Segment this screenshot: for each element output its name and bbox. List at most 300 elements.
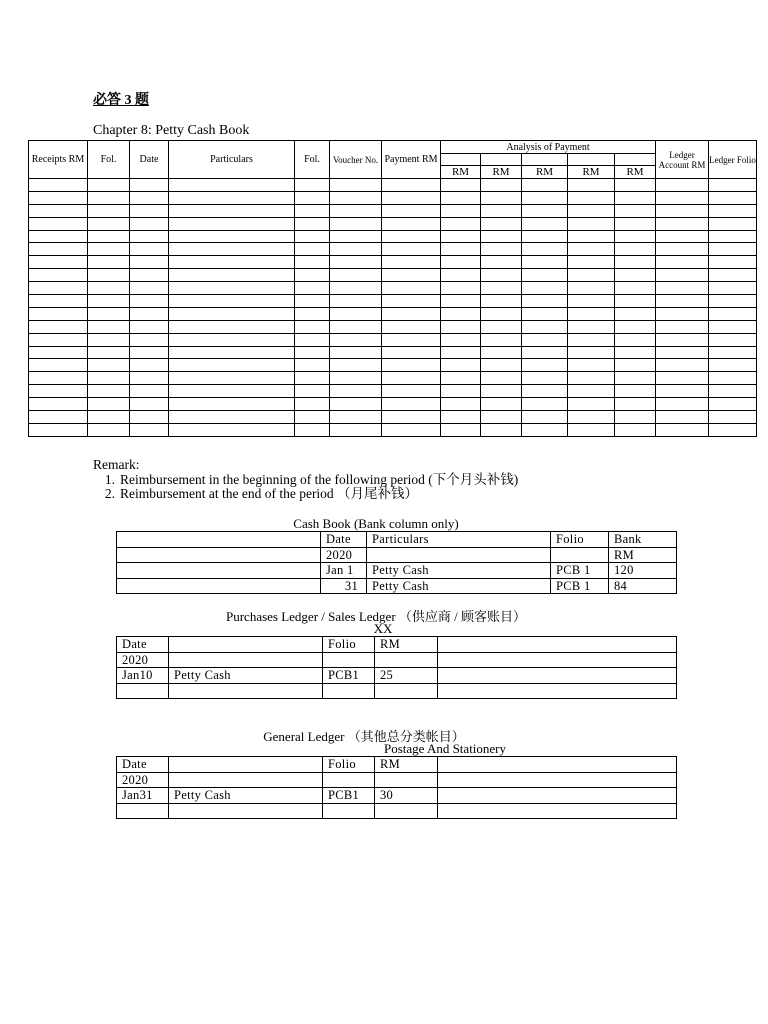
cash-book-header-date: Date <box>321 532 367 548</box>
petty-cash-cell <box>169 230 295 243</box>
petty-cash-cell <box>88 372 130 385</box>
petty-cash-cell <box>656 423 709 436</box>
cash-book-blank <box>117 578 321 594</box>
petty-cash-cell <box>481 282 522 295</box>
petty-cash-cell <box>130 217 169 230</box>
petty-cash-cell <box>481 411 522 424</box>
general-blank <box>169 757 323 773</box>
petty-cash-cell <box>522 295 568 308</box>
petty-cash-cell <box>441 385 481 398</box>
petty-cash-cell <box>522 179 568 192</box>
petty-cash-cell <box>522 398 568 411</box>
purchases-blank <box>169 637 323 653</box>
petty-cash-cell <box>522 191 568 204</box>
petty-cash-cell <box>441 282 481 295</box>
petty-cash-cell <box>29 204 88 217</box>
petty-cash-cell <box>330 256 382 269</box>
petty-cash-cell <box>709 256 757 269</box>
petty-cash-cell <box>330 204 382 217</box>
petty-cash-cell <box>330 243 382 256</box>
petty-cash-cell <box>709 320 757 333</box>
header-voucher: Voucher No. <box>330 141 382 179</box>
petty-cash-row <box>29 256 757 269</box>
petty-cash-cell <box>88 398 130 411</box>
petty-cash-cell <box>709 411 757 424</box>
petty-cash-cell <box>441 411 481 424</box>
chapter-title: Chapter 8: Petty Cash Book <box>93 123 250 138</box>
petty-cash-cell <box>481 346 522 359</box>
petty-cash-cell <box>441 179 481 192</box>
petty-cash-cell <box>330 230 382 243</box>
petty-cash-cell <box>709 385 757 398</box>
petty-cash-row <box>29 230 757 243</box>
header-fol-2: Fol. <box>295 141 330 179</box>
petty-cash-row <box>29 346 757 359</box>
purchases-header-folio: Folio <box>323 637 375 653</box>
petty-cash-cell <box>130 423 169 436</box>
petty-cash-cell <box>522 346 568 359</box>
general-blank <box>438 772 677 788</box>
petty-cash-cell <box>441 359 481 372</box>
petty-cash-cell <box>568 204 615 217</box>
petty-cash-cell <box>709 295 757 308</box>
petty-cash-cell <box>481 191 522 204</box>
petty-cash-cell <box>481 204 522 217</box>
petty-cash-cell <box>130 411 169 424</box>
petty-cash-cell <box>88 320 130 333</box>
petty-cash-cell <box>130 269 169 282</box>
petty-cash-cell <box>615 269 656 282</box>
cash-book-header-folio: Folio <box>551 532 609 548</box>
petty-cash-cell <box>615 320 656 333</box>
analysis-blank-cell <box>615 154 656 166</box>
petty-cash-cell <box>295 398 330 411</box>
purchases-blank <box>438 668 677 684</box>
petty-cash-cell <box>709 243 757 256</box>
petty-cash-cell <box>29 385 88 398</box>
petty-cash-cell <box>29 359 88 372</box>
petty-cash-cell <box>656 359 709 372</box>
petty-cash-cell <box>568 346 615 359</box>
petty-cash-cell <box>295 295 330 308</box>
petty-cash-cell <box>522 204 568 217</box>
petty-cash-cell <box>330 179 382 192</box>
petty-cash-cell <box>709 307 757 320</box>
petty-cash-cell <box>169 217 295 230</box>
petty-cash-cell <box>441 269 481 282</box>
general-blank <box>323 803 375 819</box>
petty-cash-cell <box>130 398 169 411</box>
petty-cash-cell <box>382 398 441 411</box>
petty-cash-cell <box>481 359 522 372</box>
cash-book-folio: PCB 1 <box>551 563 609 579</box>
general-ledger-title: General Ledger （其他总分类帐目） <box>263 729 465 744</box>
petty-cash-row <box>29 269 757 282</box>
petty-cash-cell <box>709 359 757 372</box>
petty-cash-rows <box>29 179 757 437</box>
petty-cash-cell <box>88 204 130 217</box>
petty-cash-cell <box>29 398 88 411</box>
purchases-blank <box>323 683 375 699</box>
petty-cash-cell <box>130 385 169 398</box>
petty-cash-cell <box>29 295 88 308</box>
petty-cash-cell <box>522 217 568 230</box>
general-folio: PCB1 <box>323 788 375 804</box>
general-folio <box>323 772 375 788</box>
purchases-ledger-title: Purchases Ledger / Sales Ledger （供应商 / 顾客账目） <box>225 609 527 624</box>
petty-cash-cell <box>615 359 656 372</box>
cash-book-particulars: Petty Cash <box>367 578 551 594</box>
petty-cash-cell <box>615 385 656 398</box>
petty-cash-cell <box>709 282 757 295</box>
petty-cash-cell <box>169 385 295 398</box>
petty-cash-cell <box>29 191 88 204</box>
petty-cash-row <box>29 307 757 320</box>
petty-cash-cell <box>130 191 169 204</box>
petty-cash-row <box>29 398 757 411</box>
general-ledger-subtitle: Postage And Stationery <box>383 741 507 756</box>
petty-cash-cell <box>130 204 169 217</box>
petty-cash-cell <box>481 398 522 411</box>
petty-cash-cell <box>382 372 441 385</box>
petty-cash-row <box>29 423 757 436</box>
petty-cash-cell <box>568 179 615 192</box>
petty-cash-cell <box>656 385 709 398</box>
petty-cash-row <box>29 243 757 256</box>
petty-cash-cell <box>88 191 130 204</box>
petty-cash-cell <box>169 295 295 308</box>
remark-title: Remark: <box>93 457 140 472</box>
petty-cash-cell <box>382 333 441 346</box>
petty-cash-cell <box>441 204 481 217</box>
general-header-folio: Folio <box>323 757 375 773</box>
general-blank <box>169 803 323 819</box>
petty-cash-cell <box>441 423 481 436</box>
petty-cash-cell <box>522 333 568 346</box>
general-particulars: Petty Cash <box>169 788 323 804</box>
remark-item: 1. Reimbursement in the beginning of the following period (下个月头补钱) <box>104 471 519 487</box>
petty-cash-cell <box>656 372 709 385</box>
analysis-rm-3: RM <box>522 166 568 179</box>
petty-cash-cell <box>568 256 615 269</box>
petty-cash-cell <box>382 191 441 204</box>
petty-cash-cell <box>88 269 130 282</box>
petty-cash-cell <box>330 282 382 295</box>
petty-cash-cell <box>382 346 441 359</box>
petty-cash-cell <box>330 346 382 359</box>
purchases-rm <box>375 652 438 668</box>
header-receipts: Receipts RM <box>29 141 88 179</box>
petty-cash-cell <box>29 372 88 385</box>
petty-cash-cell <box>295 256 330 269</box>
petty-cash-cell <box>656 191 709 204</box>
petty-cash-cell <box>615 217 656 230</box>
petty-cash-cell <box>709 217 757 230</box>
cash-book-date: 31 <box>321 578 367 594</box>
petty-cash-cell <box>522 359 568 372</box>
petty-cash-cell <box>615 295 656 308</box>
petty-cash-row <box>29 320 757 333</box>
general-blank <box>375 803 438 819</box>
cash-book-blank <box>117 532 321 548</box>
petty-cash-cell <box>568 423 615 436</box>
purchases-blank <box>438 683 677 699</box>
petty-cash-cell <box>29 256 88 269</box>
remark-item: 2. Reimbursement at the end of the period （月尾补钱） <box>104 486 419 501</box>
petty-cash-cell <box>615 179 656 192</box>
petty-cash-cell <box>169 359 295 372</box>
petty-cash-cell <box>130 282 169 295</box>
petty-cash-cell <box>522 282 568 295</box>
petty-cash-cell <box>481 269 522 282</box>
analysis-blank-cell <box>522 154 568 166</box>
header-ledger-folio: Ledger Folio <box>709 141 757 179</box>
petty-cash-cell <box>295 243 330 256</box>
petty-cash-cell <box>382 243 441 256</box>
petty-cash-cell <box>481 385 522 398</box>
petty-cash-cell <box>330 320 382 333</box>
petty-cash-cell <box>568 269 615 282</box>
petty-cash-cell <box>295 191 330 204</box>
petty-cash-cell <box>295 385 330 398</box>
petty-cash-cell <box>295 423 330 436</box>
petty-cash-cell <box>382 385 441 398</box>
petty-cash-cell <box>615 243 656 256</box>
purchases-date: 2020 <box>117 652 169 668</box>
petty-cash-cell <box>481 423 522 436</box>
petty-cash-cell <box>709 346 757 359</box>
analysis-rm-5: RM <box>615 166 656 179</box>
petty-cash-cell <box>709 230 757 243</box>
petty-cash-cell <box>330 372 382 385</box>
purchases-ledger-subtitle: XX <box>373 621 393 636</box>
petty-cash-cell <box>88 282 130 295</box>
petty-cash-cell <box>295 230 330 243</box>
petty-cash-cell <box>481 320 522 333</box>
petty-cash-cell <box>441 230 481 243</box>
petty-cash-cell <box>130 243 169 256</box>
petty-cash-cell <box>441 191 481 204</box>
petty-cash-cell <box>615 307 656 320</box>
petty-cash-row <box>29 179 757 192</box>
general-blank <box>438 803 677 819</box>
purchases-header-date: Date <box>117 637 169 653</box>
purchases-folio: PCB1 <box>323 668 375 684</box>
petty-cash-cell <box>656 411 709 424</box>
petty-cash-cell <box>656 282 709 295</box>
petty-cash-cell <box>29 230 88 243</box>
cash-book-table <box>116 531 677 594</box>
purchases-folio <box>323 652 375 668</box>
petty-cash-cell <box>29 411 88 424</box>
petty-cash-cell <box>29 320 88 333</box>
petty-cash-cell <box>382 320 441 333</box>
petty-cash-cell <box>130 256 169 269</box>
petty-cash-cell <box>656 269 709 282</box>
petty-cash-cell <box>568 320 615 333</box>
petty-cash-cell <box>169 256 295 269</box>
petty-cash-cell <box>130 372 169 385</box>
cash-book-particulars <box>367 547 551 563</box>
petty-cash-cell <box>615 230 656 243</box>
petty-cash-cell <box>130 295 169 308</box>
cash-book-date: Jan 1 <box>321 563 367 579</box>
petty-cash-cell <box>295 282 330 295</box>
page-heading: 必答 3 题 <box>93 93 149 108</box>
remark-item-text: Reimbursement at the end of the period （月尾补钱） <box>120 486 419 501</box>
cash-book-folio: PCB 1 <box>551 578 609 594</box>
petty-cash-row <box>29 411 757 424</box>
petty-cash-cell <box>295 333 330 346</box>
petty-cash-cell <box>382 269 441 282</box>
petty-cash-cell <box>709 372 757 385</box>
cash-book-blank <box>117 547 321 563</box>
petty-cash-cell <box>382 204 441 217</box>
petty-cash-cell <box>382 295 441 308</box>
petty-cash-cell <box>88 346 130 359</box>
petty-cash-cell <box>330 385 382 398</box>
purchases-particulars <box>169 652 323 668</box>
petty-cash-cell <box>169 243 295 256</box>
petty-cash-cell <box>481 307 522 320</box>
petty-cash-cell <box>615 282 656 295</box>
petty-cash-cell <box>169 307 295 320</box>
petty-cash-cell <box>382 307 441 320</box>
petty-cash-cell <box>441 217 481 230</box>
petty-cash-cell <box>522 243 568 256</box>
petty-cash-cell <box>441 320 481 333</box>
petty-cash-cell <box>441 243 481 256</box>
petty-cash-cell <box>130 307 169 320</box>
petty-cash-cell <box>382 411 441 424</box>
petty-cash-cell <box>382 217 441 230</box>
petty-cash-cell <box>295 269 330 282</box>
header-date: Date <box>130 141 169 179</box>
petty-cash-cell <box>130 320 169 333</box>
petty-cash-cell <box>29 217 88 230</box>
petty-cash-cell <box>330 269 382 282</box>
petty-cash-cell <box>656 256 709 269</box>
petty-cash-cell <box>656 217 709 230</box>
petty-cash-cell <box>481 179 522 192</box>
petty-cash-cell <box>441 307 481 320</box>
cash-book-blank <box>117 563 321 579</box>
petty-cash-cell <box>88 295 130 308</box>
petty-cash-cell <box>522 320 568 333</box>
petty-cash-cell <box>481 243 522 256</box>
petty-cash-cell <box>295 372 330 385</box>
petty-cash-cell <box>330 307 382 320</box>
petty-cash-row <box>29 191 757 204</box>
petty-cash-cell <box>615 256 656 269</box>
petty-cash-book-table <box>28 140 757 437</box>
purchases-blank <box>438 637 677 653</box>
petty-cash-cell <box>382 256 441 269</box>
petty-cash-cell <box>330 191 382 204</box>
purchases-date: Jan10 <box>117 668 169 684</box>
general-blank <box>117 803 169 819</box>
purchases-header-rm: RM <box>375 637 438 653</box>
petty-cash-cell <box>615 423 656 436</box>
petty-cash-cell <box>330 295 382 308</box>
petty-cash-cell <box>568 295 615 308</box>
petty-cash-cell <box>29 307 88 320</box>
petty-cash-cell <box>481 230 522 243</box>
petty-cash-cell <box>88 243 130 256</box>
petty-cash-cell <box>709 191 757 204</box>
petty-cash-cell <box>568 243 615 256</box>
petty-cash-cell <box>615 333 656 346</box>
petty-cash-cell <box>169 333 295 346</box>
petty-cash-cell <box>295 204 330 217</box>
petty-cash-cell <box>88 333 130 346</box>
petty-cash-cell <box>522 411 568 424</box>
petty-cash-cell <box>330 423 382 436</box>
cash-book-bank: 84 <box>609 578 677 594</box>
analysis-rm-1: RM <box>441 166 481 179</box>
general-particulars <box>169 772 323 788</box>
petty-cash-cell <box>88 385 130 398</box>
general-rm <box>375 772 438 788</box>
petty-cash-cell <box>656 230 709 243</box>
petty-cash-cell <box>568 282 615 295</box>
petty-cash-cell <box>615 191 656 204</box>
petty-cash-cell <box>169 411 295 424</box>
header-fol-1: Fol. <box>88 141 130 179</box>
petty-cash-cell <box>29 346 88 359</box>
petty-cash-cell <box>29 179 88 192</box>
petty-cash-cell <box>568 230 615 243</box>
petty-cash-cell <box>481 256 522 269</box>
petty-cash-cell <box>481 333 522 346</box>
petty-cash-cell <box>709 423 757 436</box>
petty-cash-cell <box>481 295 522 308</box>
petty-cash-row <box>29 217 757 230</box>
petty-cash-cell <box>656 398 709 411</box>
general-date: Jan31 <box>117 788 169 804</box>
petty-cash-cell <box>656 243 709 256</box>
petty-cash-cell <box>169 282 295 295</box>
analysis-rm-4: RM <box>568 166 615 179</box>
petty-cash-cell <box>295 179 330 192</box>
petty-cash-cell <box>88 411 130 424</box>
petty-cash-cell <box>169 179 295 192</box>
petty-cash-cell <box>295 307 330 320</box>
petty-cash-cell <box>522 372 568 385</box>
petty-cash-cell <box>88 230 130 243</box>
petty-cash-cell <box>169 204 295 217</box>
petty-cash-cell <box>709 269 757 282</box>
cash-book-header-bank: Bank <box>609 532 677 548</box>
petty-cash-row <box>29 372 757 385</box>
petty-cash-cell <box>169 423 295 436</box>
header-particulars: Particulars <box>169 141 295 179</box>
purchases-blank <box>438 652 677 668</box>
purchases-rm: 25 <box>375 668 438 684</box>
petty-cash-cell <box>441 295 481 308</box>
petty-cash-cell <box>295 320 330 333</box>
petty-cash-cell <box>88 423 130 436</box>
petty-cash-cell <box>709 204 757 217</box>
petty-cash-row <box>29 295 757 308</box>
petty-cash-cell <box>130 346 169 359</box>
header-payment: Payment RM <box>382 141 441 179</box>
petty-cash-cell <box>656 333 709 346</box>
cash-book-particulars: Petty Cash <box>367 563 551 579</box>
petty-cash-cell <box>568 411 615 424</box>
petty-cash-cell <box>656 179 709 192</box>
petty-cash-cell <box>330 411 382 424</box>
